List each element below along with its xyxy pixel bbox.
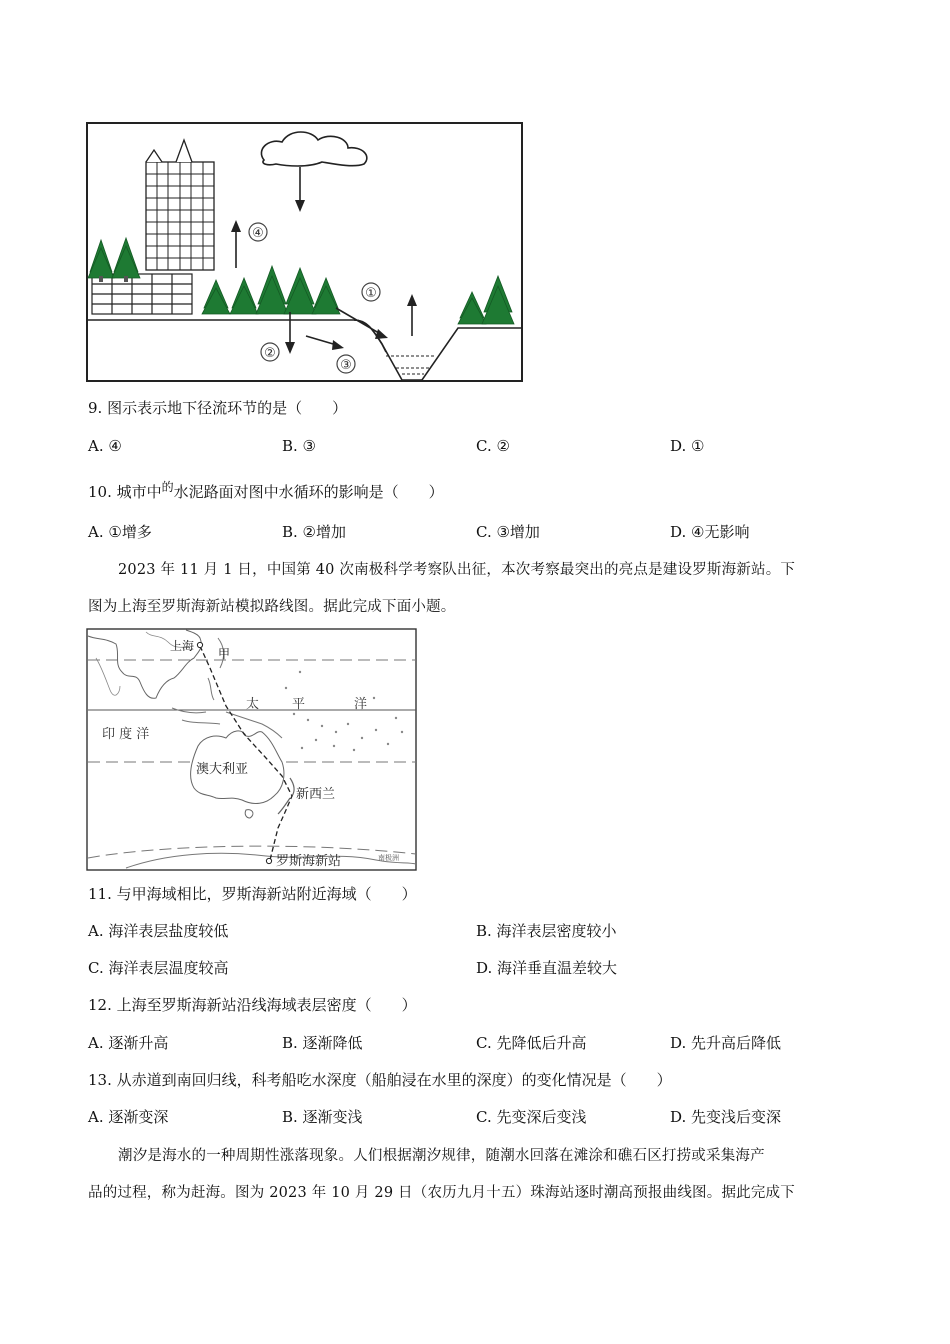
q12-option-a[interactable]: A. 逐渐升高 <box>88 1034 169 1052</box>
q13-option-b[interactable]: B. 逐渐变浅 <box>282 1108 363 1126</box>
q9-stem: 9. 图示表示地下径流环节的是（ ） <box>88 399 348 417</box>
q13-option-c[interactable]: C. 先变深后变浅 <box>476 1108 587 1126</box>
q11-stem: 11. 与甲海域相比，罗斯海新站附近海域（ ） <box>88 885 417 903</box>
label-indian-ocean: 印 度 洋 <box>102 727 150 742</box>
label-3: ③ <box>340 358 352 373</box>
label-2: ② <box>264 346 276 361</box>
q12-option-d[interactable]: D. 先升高后降低 <box>670 1034 782 1052</box>
q12-option-c[interactable]: C. 先降低后升高 <box>476 1034 587 1052</box>
label-1: ① <box>365 286 377 301</box>
q11-option-a[interactable]: A. 海洋表层盐度较低 <box>88 922 229 940</box>
passage2-line2: 品的过程，称为赶海。图为 2023 年 10 月 29 日（农历九月十五）珠海站逐时潮高预报曲线图。据此完成下 <box>88 1185 795 1201</box>
label-ross-station: 罗斯海新站 <box>276 854 342 869</box>
q11-option-c[interactable]: C. 海洋表层温度较高 <box>88 959 229 977</box>
q10-option-d[interactable]: D. ④无影响 <box>670 523 750 541</box>
passage1-line1: 2023 年 11 月 1 日，中国第 40 次南极科学考察队出征，本次考察最突出的亮点是建设罗斯海新站。下 <box>118 562 796 578</box>
label-australia: 澳大利亚 <box>196 762 249 777</box>
passage2-line1: 潮汐是海水的一种周期性涨落现象。人们根据潮汐规律，随潮水回落在滩涂和礁石区打捞或采集海产 <box>118 1148 765 1164</box>
q11-option-d[interactable]: D. 海洋垂直温差较大 <box>476 959 618 977</box>
q13-stem: 13. 从赤道到南回归线，科考船吃水深度（船舶浸在水里的深度）的变化情况是（ ） <box>88 1071 672 1089</box>
label-pacific-1: 太 <box>246 697 260 712</box>
q9-option-b[interactable]: B. ③ <box>282 437 317 455</box>
label-4: ④ <box>252 226 264 241</box>
q9-option-c[interactable]: C. ② <box>476 437 510 455</box>
passage1-line2: 图为上海至罗斯海新站模拟路线图。据此完成下面小题。 <box>88 599 456 615</box>
q10-option-c[interactable]: C. ③增加 <box>476 523 540 541</box>
q9-option-d[interactable]: D. ① <box>670 437 705 455</box>
label-newzealand: 新西兰 <box>296 787 336 802</box>
q13-option-a[interactable]: A. 逐渐变深 <box>88 1108 169 1126</box>
low-building <box>92 274 192 314</box>
q9-option-a[interactable]: A. ④ <box>88 437 122 455</box>
q10-stem: 10. 城市中$^的$水泥路面对图中水循环的影响是（ ） <box>88 480 444 501</box>
water-cycle-figure <box>86 122 524 384</box>
label-antarctica: 南极洲 <box>378 854 399 862</box>
label-jia: 甲 <box>218 647 231 661</box>
q10-option-a[interactable]: A. ①增多 <box>88 523 152 541</box>
label-pacific-2: 平 <box>292 697 306 712</box>
q12-stem: 12. 上海至罗斯海新站沿线海域表层密度（ ） <box>88 996 417 1014</box>
label-shanghai: 上海 <box>170 639 195 653</box>
label-pacific-3: 洋 <box>354 697 368 712</box>
route-map <box>86 628 418 872</box>
q10-option-b[interactable]: B. ②增加 <box>282 523 347 541</box>
q12-option-b[interactable]: B. 逐渐降低 <box>282 1034 363 1052</box>
q11-option-b[interactable]: B. 海洋表层密度较小 <box>476 922 617 940</box>
q13-option-d[interactable]: D. 先变浅后变深 <box>670 1108 782 1126</box>
